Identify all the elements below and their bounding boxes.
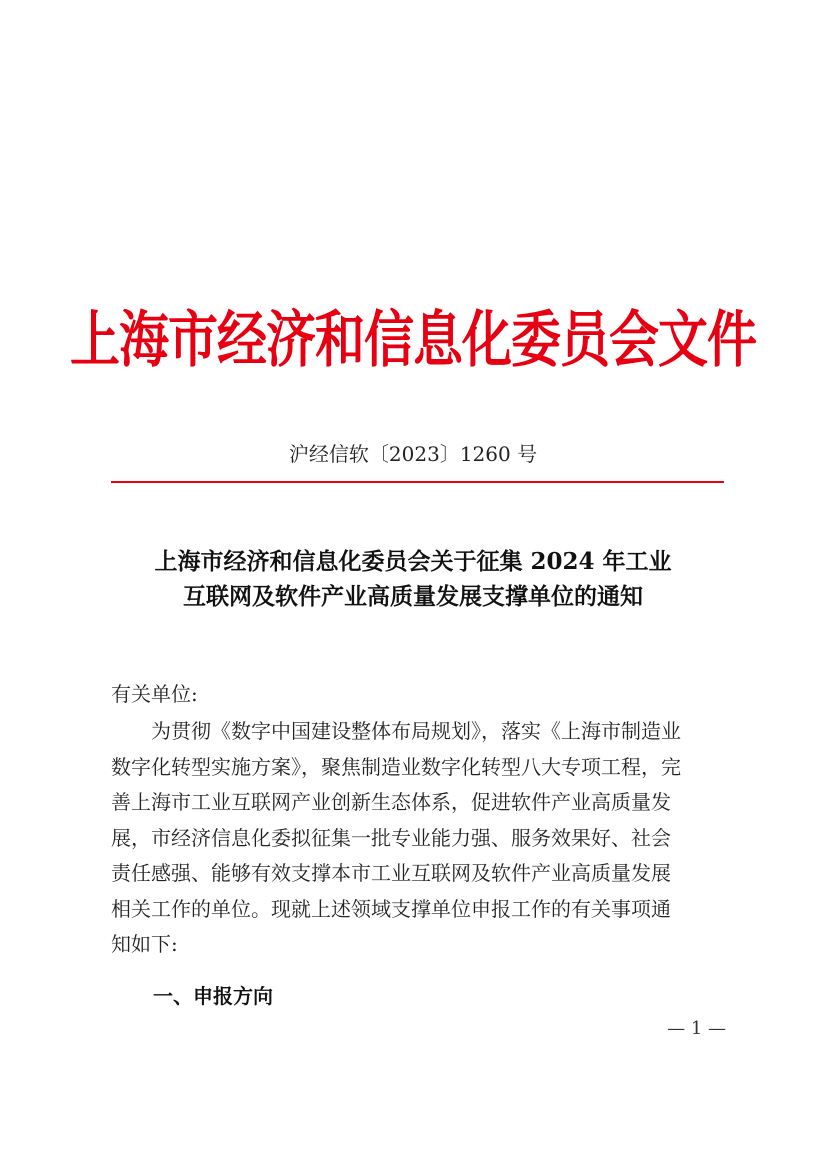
notice-title: [100, 544, 726, 614]
salutation: 有关单位:: [111, 682, 198, 706]
body-line: 数字化转型实施方案》，聚焦制造业数字化转型八大专项工程，完: [111, 754, 681, 779]
body-line: 知如下:: [111, 932, 178, 956]
document-number: 沪经信软〔2023〕1260 号: [288, 442, 538, 466]
masthead-title: 上海市经济和信息化委员会文件: [70, 302, 756, 375]
body-line: 善上海市工业互联网产业创新生态体系，促进软件产业高质量发: [111, 790, 671, 814]
body-line: 责任感强、能够有效支撑本市工业互联网及软件产业高质量发展: [111, 861, 671, 885]
red-divider-line: [111, 481, 724, 483]
notice-title-line-2: 互联网及软件产业高质量发展支撑单位的通知: [183, 583, 643, 610]
body-paragraph: [111, 714, 723, 963]
notice-title-line-1: 上海市经济和信息化委员会关于征集 2024 年工业: [154, 548, 672, 575]
body-line: 展，市经济信息化委拟征集一批专业能力强、服务效果好、社会: [111, 825, 671, 850]
section-heading: 一、申报方向: [153, 984, 273, 1008]
page-number: — 1 —: [667, 1018, 726, 1039]
body-line: 相关工作的单位。现就上述领域支撑单位申报工作的有关事项通: [111, 896, 671, 921]
body-line: 为贯彻《数字中国建设整体布局规划》，落实《上海市制造业: [151, 719, 681, 743]
